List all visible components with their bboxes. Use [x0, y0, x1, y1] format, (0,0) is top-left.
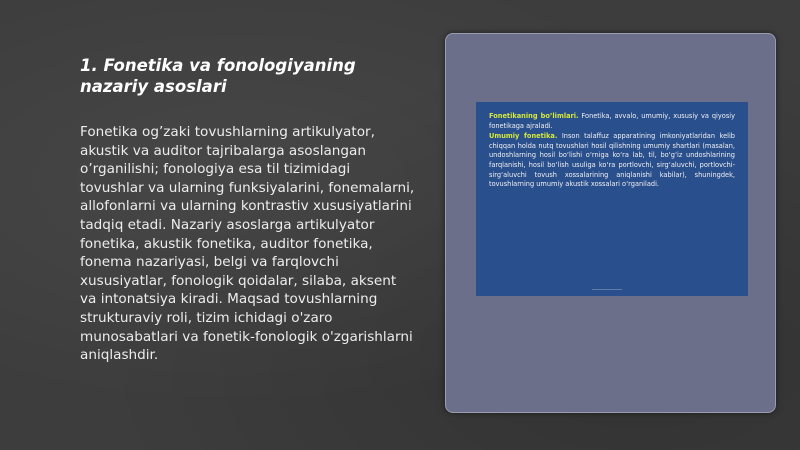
document-text-1: Fonetika, avvalo, umumiy, xususiy va qiyosiy fonetikaga ajraladi.: [489, 112, 735, 130]
slide-body-text: Fonetika og’zaki tovushlarning artikulyator, akustik va auditor tajribalarga asoslangan o’rganilishi; fonologiya esa til tizimidagi tovushlar va ularning funksiyalarini, fonemalarni, allofonlarni va ularning kontrastiv xususiyatlarini tadqiq etadi. Nazariy asoslarga artikulyator fonetika, akustik fonetika, auditor fonetika, fonema nazariyasi, belgi va farqlovchi xususiyatlar, fonologik qoidalar, silaba, aksent va intonatsiya kiradi. Maqsad tovushlarning strukturaviy roli, tizim ichidagi o'zaro munosabatlari va fonetik-fonologik o'zgarishlarni aniqlashdir.: [80, 124, 415, 364]
document-paragraph-1: [489, 112, 735, 131]
document-paragraph-2: [489, 132, 735, 190]
document-heading-2: Umumiy fonetika.: [489, 132, 558, 141]
document-image: [476, 102, 748, 296]
document-heading-1: Fonetikaning bo’limlari.: [489, 112, 579, 120]
document-text-2: Inson talaffuz apparatining imkoniyatlaridan kelib chiqqan holda nutq tovushlari hosil qilishning umumiy shartlari (masalan, undoshlarning hosil bo‘lishi o‘rniga ko‘ra lab, til, bo‘g‘iz undoshlarining farqlanishi, hosil bo‘lish usuliga ko‘ra portlovchi, sirg‘aluvchi, portlovchi-sirg‘aluvchi tovush xossalarining aniqlanishi kabilar), shuningdek, tovushlarning umumiy akustik xossalari o‘rganiladi.: [489, 132, 735, 189]
image-frame: [445, 33, 776, 413]
slide-title: 1. Fonetika va fonologiyaning nazariy asoslari: [80, 56, 356, 96]
document-footer-line: [592, 289, 622, 290]
